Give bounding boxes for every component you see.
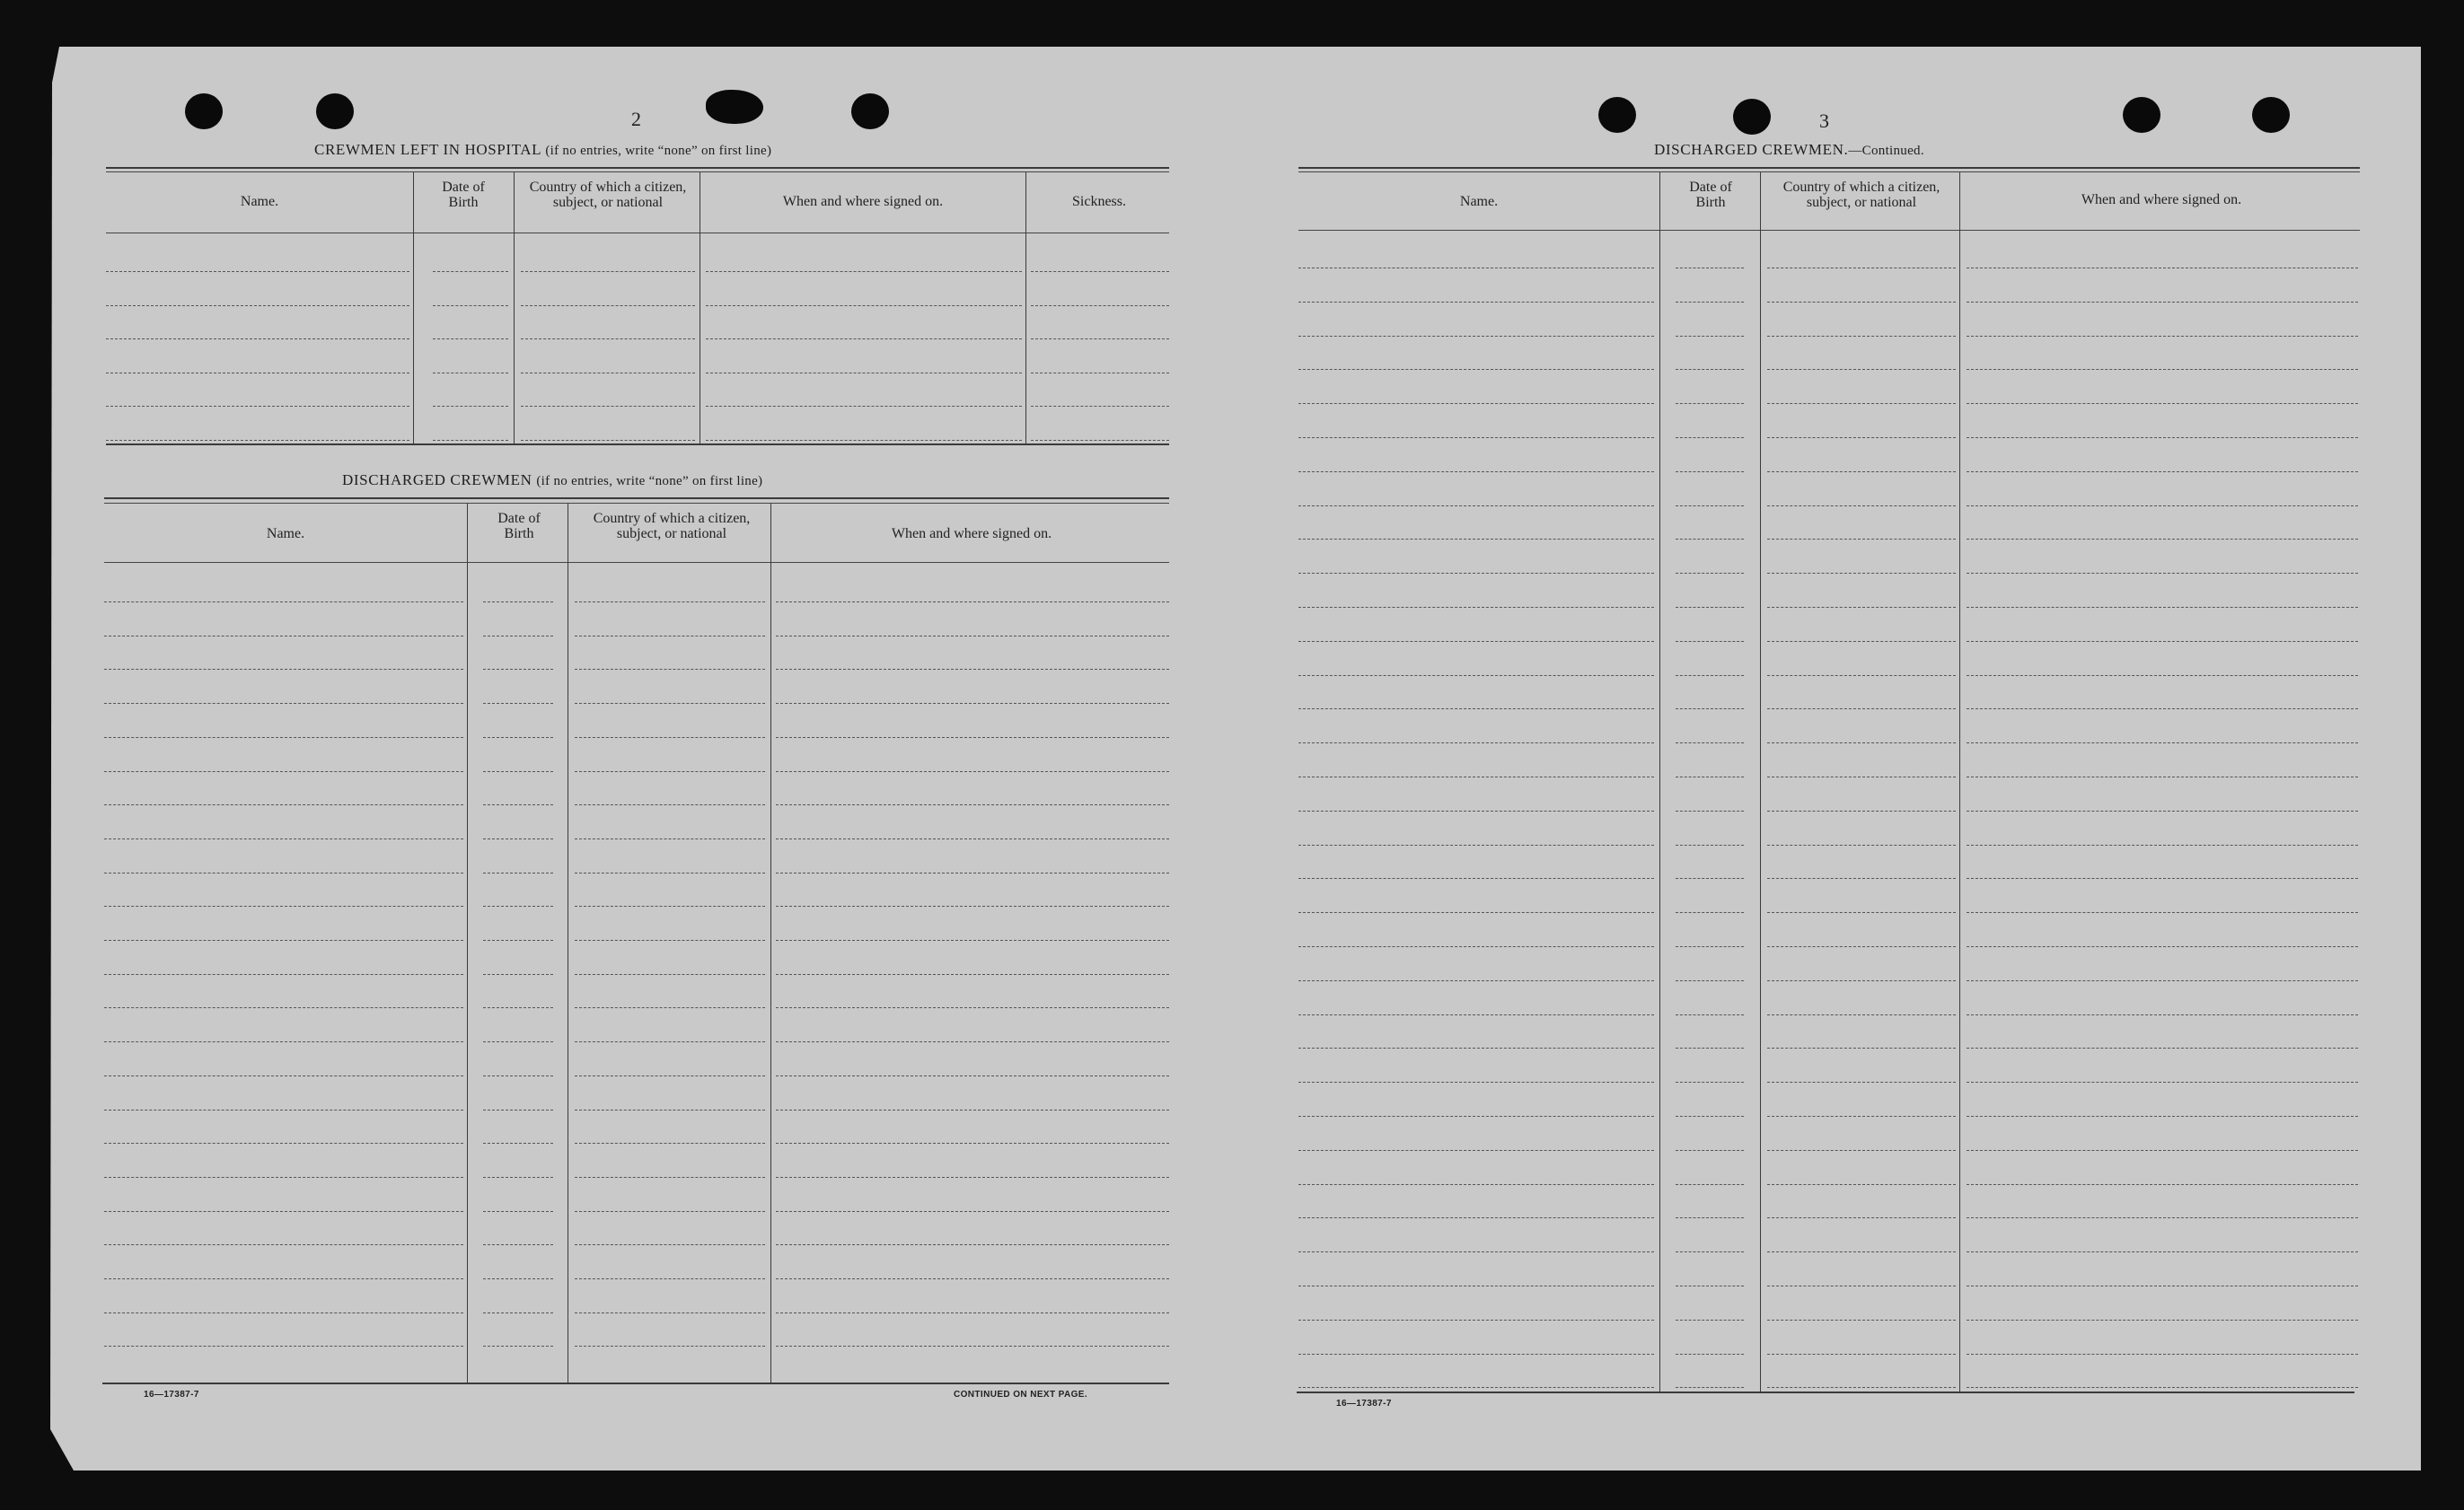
column-header-country: Country of which a citizen, subject, or national bbox=[529, 180, 687, 210]
blank-entry-line[interactable] bbox=[1676, 437, 1744, 438]
blank-entry-line[interactable] bbox=[1676, 336, 1744, 337]
blank-entry-line[interactable] bbox=[1967, 675, 2358, 676]
blank-entry-line[interactable] bbox=[1967, 573, 2358, 574]
blank-entry-line[interactable] bbox=[575, 1312, 765, 1313]
blank-entry-line[interactable] bbox=[104, 1211, 463, 1212]
blank-entry-line[interactable] bbox=[575, 804, 765, 805]
punch-hole bbox=[316, 93, 354, 129]
blank-entry-line[interactable] bbox=[1767, 1217, 1956, 1218]
page-number: 2 bbox=[631, 108, 641, 130]
table-top-rule bbox=[1298, 171, 2360, 172]
blank-entry-line[interactable] bbox=[1767, 1116, 1956, 1117]
blank-entry-line[interactable] bbox=[1767, 641, 1956, 642]
blank-entry-line[interactable] bbox=[104, 1346, 463, 1347]
blank-entry-line[interactable] bbox=[1967, 1251, 2358, 1252]
blank-entry-line[interactable] bbox=[1676, 1251, 1744, 1252]
blank-entry-line[interactable] bbox=[1767, 1251, 1956, 1252]
blank-entry-line[interactable] bbox=[706, 338, 1022, 339]
blank-entry-line[interactable] bbox=[1676, 369, 1744, 370]
blank-entry-line[interactable] bbox=[1767, 811, 1956, 812]
blank-entry-line[interactable] bbox=[1967, 641, 2358, 642]
blank-entry-line[interactable] bbox=[1298, 878, 1654, 879]
blank-entry-line[interactable] bbox=[106, 440, 409, 441]
blank-entry-line[interactable] bbox=[1767, 845, 1956, 846]
blank-entry-line[interactable] bbox=[1676, 845, 1744, 846]
blank-entry-line[interactable] bbox=[575, 1346, 765, 1347]
blank-entry-line[interactable] bbox=[521, 440, 695, 441]
blank-entry-line[interactable] bbox=[1967, 980, 2358, 981]
blank-entry-line[interactable] bbox=[1676, 403, 1744, 404]
table-bottom-rule bbox=[102, 1383, 1169, 1384]
blank-entry-line[interactable] bbox=[1967, 742, 2358, 743]
punch-hole bbox=[706, 90, 763, 124]
blank-entry-line[interactable] bbox=[1967, 505, 2358, 506]
blank-entry-line[interactable] bbox=[1676, 505, 1744, 506]
blank-entry-line[interactable] bbox=[776, 1278, 1169, 1279]
blank-entry-line[interactable] bbox=[706, 440, 1022, 441]
blank-entry-line[interactable] bbox=[483, 771, 553, 772]
blank-entry-line[interactable] bbox=[106, 338, 409, 339]
blank-entry-line[interactable] bbox=[1767, 742, 1956, 743]
section-title-suffix: —Continued. bbox=[1848, 144, 1924, 158]
blank-entry-line[interactable] bbox=[575, 601, 765, 602]
blank-entry-line[interactable] bbox=[483, 1211, 553, 1212]
blank-entry-line[interactable] bbox=[1031, 338, 1169, 339]
blank-entry-line[interactable] bbox=[104, 1177, 463, 1178]
blank-entry-line[interactable] bbox=[1967, 1320, 2358, 1321]
blank-entry-line[interactable] bbox=[1767, 1354, 1956, 1355]
column-header-when-where-signed-on: When and where signed on. bbox=[782, 194, 944, 209]
blank-entry-line[interactable] bbox=[1298, 811, 1654, 812]
blank-entry-line[interactable] bbox=[776, 703, 1169, 704]
blank-entry-line[interactable] bbox=[1298, 471, 1654, 472]
blank-entry-line[interactable] bbox=[776, 1110, 1169, 1111]
blank-entry-line[interactable] bbox=[1298, 1354, 1654, 1355]
blank-entry-line[interactable] bbox=[1676, 946, 1744, 947]
blank-entry-line[interactable] bbox=[1298, 573, 1654, 574]
blank-entry-line[interactable] bbox=[1676, 1354, 1744, 1355]
blank-entry-line[interactable] bbox=[1676, 1150, 1744, 1151]
blank-entry-line[interactable] bbox=[776, 1041, 1169, 1042]
blank-entry-line[interactable] bbox=[104, 703, 463, 704]
blank-entry-line[interactable] bbox=[575, 1007, 765, 1008]
blank-entry-line[interactable] bbox=[1967, 1082, 2358, 1083]
blank-entry-line[interactable] bbox=[104, 940, 463, 941]
blank-entry-line[interactable] bbox=[1676, 302, 1744, 303]
blank-entry-line[interactable] bbox=[1967, 403, 2358, 404]
blank-entry-line[interactable] bbox=[106, 271, 409, 272]
blank-entry-line[interactable] bbox=[1031, 271, 1169, 272]
blank-entry-line[interactable] bbox=[483, 703, 553, 704]
blank-entry-line[interactable] bbox=[1676, 1116, 1744, 1117]
blank-entry-line[interactable] bbox=[575, 703, 765, 704]
blank-entry-line[interactable] bbox=[575, 737, 765, 738]
blank-entry-line[interactable] bbox=[706, 406, 1022, 407]
blank-entry-line[interactable] bbox=[483, 1041, 553, 1042]
section-title-text: CREWMEN LEFT IN HOSPITAL bbox=[314, 141, 541, 158]
blank-entry-line[interactable] bbox=[1967, 607, 2358, 608]
blank-entry-line[interactable] bbox=[483, 1312, 553, 1313]
blank-entry-line[interactable] bbox=[1298, 946, 1654, 947]
blank-entry-line[interactable] bbox=[1298, 1014, 1654, 1015]
blank-entry-line[interactable] bbox=[776, 1346, 1169, 1347]
header-bottom-rule bbox=[1298, 230, 2360, 231]
blank-entry-line[interactable] bbox=[1031, 440, 1169, 441]
blank-entry-line[interactable] bbox=[483, 1110, 553, 1111]
blank-entry-line[interactable] bbox=[575, 1177, 765, 1178]
table-top-rule bbox=[104, 503, 1169, 504]
column-divider bbox=[1760, 172, 1761, 1391]
blank-entry-line[interactable] bbox=[575, 669, 765, 670]
column-divider bbox=[1959, 172, 1960, 1391]
paper-background bbox=[50, 47, 2421, 1470]
blank-entry-line[interactable] bbox=[483, 1075, 553, 1076]
column-header-when-where-signed-on: When and where signed on. bbox=[2081, 192, 2242, 207]
column-header-name: Name. bbox=[266, 526, 305, 541]
blank-entry-line[interactable] bbox=[1767, 1048, 1956, 1049]
blank-entry-line[interactable] bbox=[1767, 539, 1956, 540]
column-divider bbox=[1659, 172, 1660, 1391]
blank-entry-line[interactable] bbox=[575, 1211, 765, 1212]
blank-entry-line[interactable] bbox=[1676, 573, 1744, 574]
blank-entry-line[interactable] bbox=[1298, 403, 1654, 404]
blank-entry-line[interactable] bbox=[104, 1278, 463, 1279]
blank-entry-line[interactable] bbox=[1967, 336, 2358, 337]
section-title-text: DISCHARGED CREWMEN. bbox=[1654, 141, 1849, 158]
blank-entry-line[interactable] bbox=[1676, 878, 1744, 879]
blank-entry-line[interactable] bbox=[104, 804, 463, 805]
blank-entry-line[interactable] bbox=[706, 305, 1022, 306]
blank-entry-line[interactable] bbox=[1767, 403, 1956, 404]
blank-entry-line[interactable] bbox=[483, 1278, 553, 1279]
blank-entry-line[interactable] bbox=[1676, 1014, 1744, 1015]
blank-entry-line[interactable] bbox=[1767, 912, 1956, 913]
blank-entry-line[interactable] bbox=[104, 601, 463, 602]
blank-entry-line[interactable] bbox=[106, 305, 409, 306]
blank-entry-line[interactable] bbox=[1767, 980, 1956, 981]
column-header-sickness: Sickness. bbox=[1072, 194, 1126, 209]
blank-entry-line[interactable] bbox=[1967, 1014, 2358, 1015]
blank-entry-line[interactable] bbox=[483, 1244, 553, 1245]
column-header-name: Name. bbox=[1459, 194, 1499, 209]
column-header-date-of-birth: Date of Birth bbox=[442, 180, 485, 210]
table-top-rule bbox=[104, 497, 1169, 499]
blank-entry-line[interactable] bbox=[104, 1110, 463, 1111]
column-header-country: Country of which a citizen, subject, or national bbox=[593, 511, 751, 541]
column-divider bbox=[1025, 172, 1026, 443]
blank-entry-line[interactable] bbox=[1967, 1217, 2358, 1218]
blank-entry-line[interactable] bbox=[776, 1007, 1169, 1008]
blank-entry-line[interactable] bbox=[521, 406, 695, 407]
blank-entry-line[interactable] bbox=[483, 906, 553, 907]
table-bottom-rule bbox=[1297, 1391, 2354, 1393]
blank-entry-line[interactable] bbox=[1767, 675, 1956, 676]
table-top-rule bbox=[1298, 167, 2360, 169]
blank-entry-line[interactable] bbox=[104, 1244, 463, 1245]
blank-entry-line[interactable] bbox=[575, 1244, 765, 1245]
blank-entry-line[interactable] bbox=[1298, 912, 1654, 913]
blank-entry-line[interactable] bbox=[1298, 845, 1654, 846]
blank-entry-line[interactable] bbox=[1967, 845, 2358, 846]
blank-entry-line[interactable] bbox=[433, 406, 508, 407]
blank-entry-line[interactable] bbox=[1298, 1116, 1654, 1117]
blank-entry-line[interactable] bbox=[104, 1075, 463, 1076]
punch-hole bbox=[2123, 97, 2160, 133]
blank-entry-line[interactable] bbox=[1967, 912, 2358, 913]
blank-entry-line[interactable] bbox=[1298, 607, 1654, 608]
page-number: 3 bbox=[1819, 110, 1829, 132]
section-instruction: (if no entries, write “none” on first line) bbox=[536, 474, 763, 488]
blank-entry-line[interactable] bbox=[104, 669, 463, 670]
blank-entry-line[interactable] bbox=[1967, 946, 2358, 947]
blank-entry-line[interactable] bbox=[483, 1177, 553, 1178]
blank-entry-line[interactable] bbox=[1676, 912, 1744, 913]
blank-entry-line[interactable] bbox=[575, 771, 765, 772]
blank-entry-line[interactable] bbox=[776, 804, 1169, 805]
blank-entry-line[interactable] bbox=[1967, 1048, 2358, 1049]
blank-entry-line[interactable] bbox=[104, 1312, 463, 1313]
blank-entry-line[interactable] bbox=[1967, 369, 2358, 370]
blank-entry-line[interactable] bbox=[104, 906, 463, 907]
blank-entry-line[interactable] bbox=[1676, 1048, 1744, 1049]
blank-entry-line[interactable] bbox=[1767, 1082, 1956, 1083]
column-divider bbox=[770, 504, 771, 1383]
blank-entry-line[interactable] bbox=[1676, 1387, 1744, 1388]
blank-entry-line[interactable] bbox=[1676, 1082, 1744, 1083]
blank-entry-line[interactable] bbox=[104, 1041, 463, 1042]
blank-entry-line[interactable] bbox=[1767, 1320, 1956, 1321]
blank-entry-line[interactable] bbox=[575, 1143, 765, 1144]
blank-entry-line[interactable] bbox=[1298, 1082, 1654, 1083]
blank-entry-line[interactable] bbox=[1967, 811, 2358, 812]
blank-entry-line[interactable] bbox=[1967, 1354, 2358, 1355]
punch-hole bbox=[1733, 99, 1771, 135]
blank-entry-line[interactable] bbox=[1676, 980, 1744, 981]
blank-entry-line[interactable] bbox=[1298, 675, 1654, 676]
blank-entry-line[interactable] bbox=[1767, 708, 1956, 709]
blank-entry-line[interactable] bbox=[1031, 406, 1169, 407]
blank-entry-line[interactable] bbox=[575, 1110, 765, 1111]
blank-entry-line[interactable] bbox=[1298, 1150, 1654, 1151]
blank-entry-line[interactable] bbox=[483, 601, 553, 602]
blank-entry-line[interactable] bbox=[521, 271, 695, 272]
blank-entry-line[interactable] bbox=[776, 906, 1169, 907]
blank-entry-line[interactable] bbox=[1767, 1014, 1956, 1015]
section-title-text: DISCHARGED CREWMEN bbox=[342, 471, 532, 488]
blank-entry-line[interactable] bbox=[776, 940, 1169, 941]
blank-entry-line[interactable] bbox=[1676, 708, 1744, 709]
blank-entry-line[interactable] bbox=[776, 601, 1169, 602]
blank-entry-line[interactable] bbox=[483, 737, 553, 738]
table-bottom-rule bbox=[106, 443, 1169, 445]
blank-entry-line[interactable] bbox=[104, 1143, 463, 1144]
blank-entry-line[interactable] bbox=[1676, 811, 1744, 812]
blank-entry-line[interactable] bbox=[575, 974, 765, 975]
blank-entry-line[interactable] bbox=[706, 271, 1022, 272]
blank-entry-line[interactable] bbox=[104, 737, 463, 738]
blank-entry-line[interactable] bbox=[483, 974, 553, 975]
blank-entry-line[interactable] bbox=[483, 873, 553, 874]
blank-entry-line[interactable] bbox=[1298, 369, 1654, 370]
blank-entry-line[interactable] bbox=[1967, 708, 2358, 709]
punch-hole bbox=[185, 93, 223, 129]
blank-entry-line[interactable] bbox=[106, 406, 409, 407]
blank-entry-line[interactable] bbox=[1767, 573, 1956, 574]
blank-entry-line[interactable] bbox=[1298, 505, 1654, 506]
blank-entry-line[interactable] bbox=[776, 974, 1169, 975]
blank-entry-line[interactable] bbox=[1298, 539, 1654, 540]
blank-entry-line[interactable] bbox=[1967, 471, 2358, 472]
blank-entry-line[interactable] bbox=[1676, 675, 1744, 676]
punch-hole bbox=[1598, 97, 1636, 133]
blank-entry-line[interactable] bbox=[1298, 1048, 1654, 1049]
blank-entry-line[interactable] bbox=[1031, 305, 1169, 306]
table-top-rule bbox=[106, 167, 1169, 169]
blank-entry-line[interactable] bbox=[104, 838, 463, 839]
blank-entry-line[interactable] bbox=[1767, 946, 1956, 947]
blank-entry-line[interactable] bbox=[1298, 1184, 1654, 1185]
column-header-date-of-birth: Date of Birth bbox=[497, 511, 541, 541]
blank-entry-line[interactable] bbox=[1967, 1387, 2358, 1388]
punch-hole bbox=[851, 93, 889, 129]
blank-entry-line[interactable] bbox=[1967, 878, 2358, 879]
blank-entry-line[interactable] bbox=[1676, 471, 1744, 472]
blank-entry-line[interactable] bbox=[483, 1007, 553, 1008]
blank-entry-line[interactable] bbox=[575, 838, 765, 839]
blank-entry-line[interactable] bbox=[1676, 1217, 1744, 1218]
blank-entry-line[interactable] bbox=[1298, 980, 1654, 981]
header-bottom-rule bbox=[104, 562, 1169, 563]
column-header-when-where-signed-on: When and where signed on. bbox=[891, 526, 1052, 541]
column-header-date-of-birth: Date of Birth bbox=[1689, 180, 1732, 210]
hospital-section-title bbox=[314, 141, 771, 159]
blank-entry-line[interactable] bbox=[776, 1075, 1169, 1076]
blank-entry-line[interactable] bbox=[1767, 607, 1956, 608]
blank-entry-line[interactable] bbox=[776, 1211, 1169, 1212]
blank-entry-line[interactable] bbox=[1298, 437, 1654, 438]
blank-entry-line[interactable] bbox=[104, 873, 463, 874]
blank-entry-line[interactable] bbox=[776, 838, 1169, 839]
column-divider bbox=[514, 172, 515, 443]
blank-entry-line[interactable] bbox=[1298, 1217, 1654, 1218]
punch-hole bbox=[2252, 97, 2290, 133]
blank-entry-line[interactable] bbox=[433, 305, 508, 306]
blank-entry-line[interactable] bbox=[483, 669, 553, 670]
blank-entry-line[interactable] bbox=[575, 1278, 765, 1279]
blank-entry-line[interactable] bbox=[1767, 1150, 1956, 1151]
blank-entry-line[interactable] bbox=[575, 873, 765, 874]
blank-entry-line[interactable] bbox=[776, 669, 1169, 670]
blank-entry-line[interactable] bbox=[1967, 302, 2358, 303]
blank-entry-line[interactable] bbox=[776, 873, 1169, 874]
blank-entry-line[interactable] bbox=[1676, 607, 1744, 608]
column-divider bbox=[467, 504, 468, 1383]
blank-entry-line[interactable] bbox=[1767, 369, 1956, 370]
blank-entry-line[interactable] bbox=[1298, 302, 1654, 303]
discharged-section-title bbox=[342, 471, 762, 489]
blank-entry-line[interactable] bbox=[1767, 302, 1956, 303]
blank-entry-line[interactable] bbox=[1767, 1184, 1956, 1185]
form-number: 16—17387-7 bbox=[144, 1390, 199, 1400]
blank-entry-line[interactable] bbox=[1298, 1251, 1654, 1252]
column-header-name: Name. bbox=[240, 194, 279, 209]
blank-entry-line[interactable] bbox=[1298, 641, 1654, 642]
blank-entry-line[interactable] bbox=[1967, 1150, 2358, 1151]
column-divider bbox=[413, 172, 414, 443]
blank-entry-line[interactable] bbox=[575, 940, 765, 941]
blank-entry-line[interactable] bbox=[776, 737, 1169, 738]
blank-entry-line[interactable] bbox=[1298, 1320, 1654, 1321]
blank-entry-line[interactable] bbox=[433, 338, 508, 339]
blank-entry-line[interactable] bbox=[1676, 641, 1744, 642]
blank-entry-line[interactable] bbox=[1767, 336, 1956, 337]
blank-entry-line[interactable] bbox=[776, 1312, 1169, 1313]
blank-entry-line[interactable] bbox=[483, 1143, 553, 1144]
blank-entry-line[interactable] bbox=[1298, 1387, 1654, 1388]
blank-entry-line[interactable] bbox=[433, 440, 508, 441]
form-number: 16—17387-7 bbox=[1336, 1399, 1392, 1409]
blank-entry-line[interactable] bbox=[104, 974, 463, 975]
blank-entry-line[interactable] bbox=[776, 1143, 1169, 1144]
blank-entry-line[interactable] bbox=[483, 940, 553, 941]
blank-entry-line[interactable] bbox=[1767, 878, 1956, 879]
blank-entry-line[interactable] bbox=[575, 906, 765, 907]
blank-entry-line[interactable] bbox=[1967, 437, 2358, 438]
blank-entry-line[interactable] bbox=[776, 1177, 1169, 1178]
blank-entry-line[interactable] bbox=[1676, 742, 1744, 743]
blank-entry-line[interactable] bbox=[575, 1041, 765, 1042]
blank-entry-line[interactable] bbox=[1676, 539, 1744, 540]
blank-entry-line[interactable] bbox=[1967, 1184, 2358, 1185]
blank-entry-line[interactable] bbox=[1767, 437, 1956, 438]
blank-entry-line[interactable] bbox=[776, 1244, 1169, 1245]
blank-entry-line[interactable] bbox=[1298, 708, 1654, 709]
blank-entry-line[interactable] bbox=[776, 771, 1169, 772]
continued-note: CONTINUED ON NEXT PAGE. bbox=[954, 1390, 1088, 1400]
blank-entry-line[interactable] bbox=[1767, 1387, 1956, 1388]
blank-entry-line[interactable] bbox=[1676, 1320, 1744, 1321]
blank-entry-line[interactable] bbox=[575, 1075, 765, 1076]
blank-entry-line[interactable] bbox=[483, 838, 553, 839]
blank-entry-line[interactable] bbox=[433, 271, 508, 272]
blank-entry-line[interactable] bbox=[1767, 505, 1956, 506]
table-top-rule bbox=[106, 171, 1169, 172]
blank-entry-line[interactable] bbox=[1767, 471, 1956, 472]
blank-entry-line[interactable] bbox=[104, 1007, 463, 1008]
blank-entry-line[interactable] bbox=[521, 338, 695, 339]
blank-entry-line[interactable] bbox=[521, 305, 695, 306]
blank-entry-line[interactable] bbox=[1298, 742, 1654, 743]
discharged-continued-title bbox=[1654, 141, 1924, 159]
blank-entry-line[interactable] bbox=[104, 771, 463, 772]
column-header-country: Country of which a citizen, subject, or national bbox=[1782, 180, 1940, 210]
blank-entry-line[interactable] bbox=[1676, 1184, 1744, 1185]
blank-entry-line[interactable] bbox=[1967, 1116, 2358, 1117]
section-instruction: (if no entries, write “none” on first line) bbox=[545, 144, 772, 158]
blank-entry-line[interactable] bbox=[1967, 539, 2358, 540]
blank-entry-line[interactable] bbox=[483, 1346, 553, 1347]
blank-entry-line[interactable] bbox=[483, 804, 553, 805]
blank-entry-line[interactable] bbox=[1298, 336, 1654, 337]
